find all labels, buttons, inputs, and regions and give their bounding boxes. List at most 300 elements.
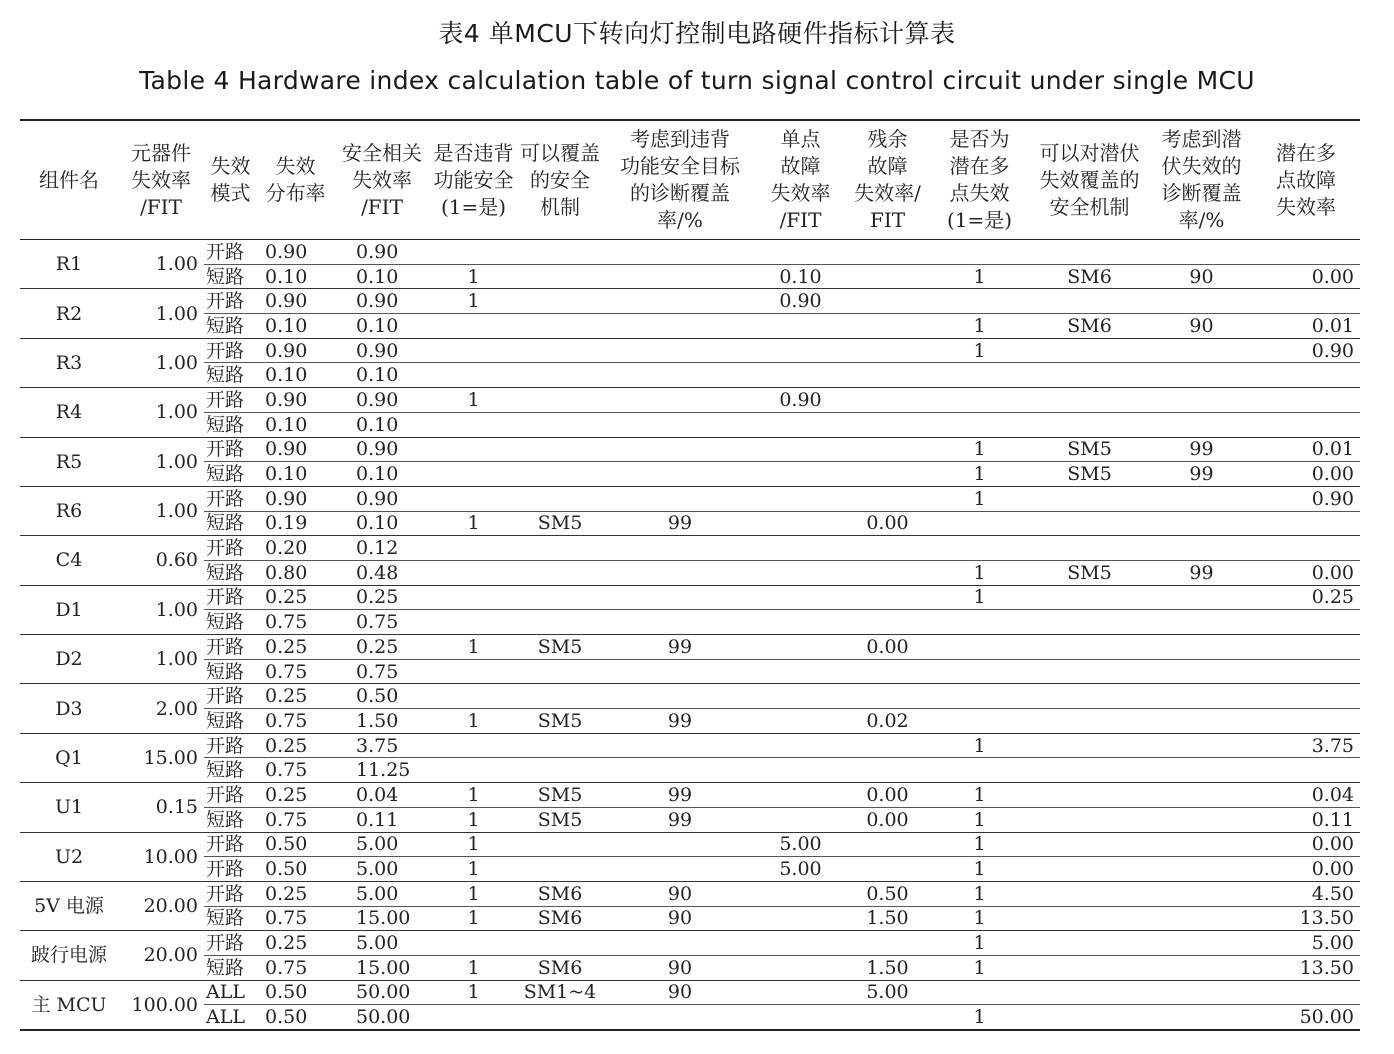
- table-row: [20, 289, 1360, 314]
- cell-coverage: [603, 264, 757, 289]
- cell-single-point: [757, 1005, 844, 1030]
- cell-residual: [844, 536, 931, 561]
- col-residual-rate: 残余 故障 失效率/ FIT: [844, 120, 931, 240]
- cell-residual: [844, 684, 931, 709]
- cell-distribution: 0.10: [257, 314, 334, 339]
- component-name: R6: [20, 486, 118, 535]
- cell-distribution: 0.10: [257, 462, 334, 487]
- cell-safety-rate: 0.75: [334, 659, 430, 684]
- cell-distribution: 0.90: [257, 338, 334, 363]
- cell-latent: 1: [931, 264, 1028, 289]
- cell-failure-mode: 短路: [204, 412, 257, 437]
- cell-residual: [844, 585, 931, 610]
- cell-failure-mode: 短路: [204, 659, 257, 684]
- cell-coverage: [603, 412, 757, 437]
- table-row: [20, 610, 1360, 635]
- cell-latent-mechanism: [1028, 783, 1151, 808]
- table-row: [20, 412, 1360, 437]
- cell-single-point: 0.90: [757, 388, 844, 413]
- cell-latent-mechanism: [1028, 733, 1151, 758]
- cell-distribution: 0.20: [257, 536, 334, 561]
- cell-latent-mechanism: [1028, 980, 1151, 1005]
- col-latent-multipoint: 是否为 潜在多 点失效 (1=是): [931, 120, 1028, 240]
- cell-distribution: 0.75: [257, 659, 334, 684]
- cell-single-point: [757, 635, 844, 660]
- cell-safety-rate: 15.00: [334, 906, 430, 931]
- component-name: D2: [20, 635, 118, 684]
- component-name: R1: [20, 240, 118, 289]
- cell-residual: [844, 314, 931, 339]
- cell-latent-coverage: [1151, 906, 1252, 931]
- table-row: [20, 807, 1360, 832]
- table-row: [20, 758, 1360, 783]
- cell-residual: [844, 363, 931, 388]
- cell-violates: [430, 314, 517, 339]
- cell-latent-mechanism: SM6: [1028, 264, 1151, 289]
- cell-residual: [844, 289, 931, 314]
- cell-mechanism: SM6: [517, 881, 603, 906]
- cell-coverage: [603, 684, 757, 709]
- cell-failure-mode: 开路: [204, 733, 257, 758]
- cell-coverage: [603, 338, 757, 363]
- cell-latent-coverage: [1151, 363, 1252, 388]
- table-row: [20, 264, 1360, 289]
- cell-violates: 1: [430, 709, 517, 734]
- cell-latent: 1: [931, 955, 1028, 980]
- cell-failure-mode: 短路: [204, 709, 257, 734]
- cell-coverage: [603, 610, 757, 635]
- cell-mechanism: [517, 832, 603, 857]
- cell-mechanism: [517, 560, 603, 585]
- cell-violates: 1: [430, 511, 517, 536]
- cell-failure-mode: 开路: [204, 486, 257, 511]
- cell-latent-coverage: [1151, 931, 1252, 956]
- cell-safety-rate: 0.50: [334, 684, 430, 709]
- cell-latent: 1: [931, 807, 1028, 832]
- cell-single-point: [757, 733, 844, 758]
- cell-coverage: 99: [603, 635, 757, 660]
- cell-violates: 1: [430, 857, 517, 882]
- cell-single-point: [757, 955, 844, 980]
- component-name: 主 MCU: [31, 993, 107, 1016]
- cell-failure-mode: 开路: [204, 388, 257, 413]
- cell-failure-mode: 开路: [204, 684, 257, 709]
- table-title-en: Table 4 Hardware index calculation table of turn signal control circuit under single MCU: [139, 66, 1255, 95]
- col-safety-mechanism: 可以覆盖 的安全 机制: [517, 120, 603, 240]
- cell-latent-coverage: [1151, 980, 1252, 1005]
- cell-failure-mode: 开路: [204, 857, 257, 882]
- cell-safety-rate: 5.00: [334, 857, 430, 882]
- cell-mechanism: [517, 363, 603, 388]
- cell-latent-rate: [1252, 709, 1360, 734]
- cell-failure-mode: 开路: [204, 635, 257, 660]
- cell-single-point: [757, 610, 844, 635]
- cell-violates: [430, 684, 517, 709]
- cell-violates: [430, 585, 517, 610]
- cell-latent-coverage: [1151, 857, 1252, 882]
- cell-distribution: 0.50: [265, 1006, 308, 1029]
- cell-failure-mode: 短路: [204, 906, 257, 931]
- cell-safety-rate: 0.10: [334, 264, 430, 289]
- cell-mechanism: SM5: [517, 635, 603, 660]
- cell-latent: 1: [931, 338, 1028, 363]
- cell-latent-rate: 0.00: [1252, 560, 1360, 585]
- cell-coverage: [603, 437, 757, 462]
- component-failure-rate: 1.00: [118, 585, 204, 634]
- cell-latent: [931, 980, 1028, 1005]
- table-row: [20, 462, 1360, 487]
- cell-latent-rate: [1252, 536, 1360, 561]
- cell-single-point: [757, 536, 844, 561]
- cell-latent-mechanism: [1028, 486, 1151, 511]
- cell-mechanism: SM5: [517, 511, 603, 536]
- cell-residual: [844, 758, 931, 783]
- table-row: [20, 560, 1360, 585]
- table-row: [20, 709, 1360, 734]
- cell-latent-mechanism: [1028, 585, 1151, 610]
- cell-violates: 1: [430, 980, 517, 1005]
- cell-latent-rate: 0.01: [1252, 314, 1360, 339]
- col-component-name: 组件名: [20, 120, 118, 240]
- cell-violates: 1: [430, 264, 517, 289]
- component-failure-rate: 1.00: [118, 338, 204, 387]
- cell-violates: 1: [430, 289, 517, 314]
- cell-latent-coverage: [1151, 709, 1252, 734]
- cell-latent-coverage: [1151, 338, 1252, 363]
- cell-latent-coverage: [1151, 684, 1252, 709]
- component-name: Q1: [20, 733, 118, 782]
- table-row: [20, 881, 1360, 906]
- cell-latent: 1: [931, 906, 1028, 931]
- cell-latent: 1: [931, 931, 1028, 956]
- cell-latent-coverage: 90: [1151, 314, 1252, 339]
- cell-failure-mode: 开路: [204, 931, 257, 956]
- table-row: [20, 635, 1360, 660]
- cell-failure-mode: 开路: [204, 585, 257, 610]
- cell-single-point: [757, 462, 844, 487]
- cell-coverage: [603, 585, 757, 610]
- cell-latent-coverage: [1151, 412, 1252, 437]
- cell-latent: 1: [931, 486, 1028, 511]
- cell-latent-mechanism: [1028, 511, 1151, 536]
- cell-violates: [430, 338, 517, 363]
- cell-latent: 1: [931, 462, 1028, 487]
- cell-residual: [844, 240, 931, 265]
- cell-latent: 1: [973, 1006, 986, 1029]
- cell-single-point: [757, 980, 844, 1005]
- cell-mechanism: SM6: [517, 906, 603, 931]
- cell-safety-rate: 0.04: [334, 783, 430, 808]
- cell-distribution: 0.25: [257, 635, 334, 660]
- col-latent-mechanism: 可以对潜伏 失效覆盖的 安全机制: [1028, 120, 1151, 240]
- cell-violates: 1: [430, 906, 517, 931]
- cell-latent-mechanism: [1028, 807, 1151, 832]
- cell-latent-coverage: 99: [1151, 560, 1252, 585]
- component-failure-rate: 1.00: [118, 289, 204, 338]
- cell-violates: [430, 931, 517, 956]
- cell-latent-rate: [1252, 412, 1360, 437]
- cell-mechanism: [517, 733, 603, 758]
- cell-single-point: [757, 338, 844, 363]
- header-row: [20, 120, 1360, 240]
- component-name: R2: [20, 289, 118, 338]
- cell-latent: 1: [931, 832, 1028, 857]
- cell-violates: [430, 733, 517, 758]
- cell-single-point: 5.00: [757, 832, 844, 857]
- cell-failure-mode: 短路: [204, 610, 257, 635]
- cell-violates: [430, 240, 517, 265]
- cell-coverage: [603, 314, 757, 339]
- cell-mechanism: [517, 486, 603, 511]
- cell-mechanism: [517, 462, 603, 487]
- cell-distribution: 0.19: [257, 511, 334, 536]
- cell-single-point: [757, 511, 844, 536]
- cell-safety-rate: 0.10: [334, 412, 430, 437]
- cell-latent-mechanism: [1028, 931, 1151, 956]
- component-name: D1: [20, 585, 118, 634]
- cell-violates: [430, 437, 517, 462]
- cell-latent-coverage: [1151, 486, 1252, 511]
- cell-mechanism: SM6: [517, 955, 603, 980]
- cell-distribution: 0.75: [257, 758, 334, 783]
- cell-latent-coverage: [1151, 659, 1252, 684]
- cell-failure-mode: 开路: [204, 832, 257, 857]
- cell-violates: 1: [430, 955, 517, 980]
- table-row: [20, 783, 1360, 808]
- cell-violates: [430, 462, 517, 487]
- cell-coverage: [603, 462, 757, 487]
- cell-latent-coverage: [1151, 758, 1252, 783]
- cell-safety-rate: 15.00: [334, 955, 430, 980]
- cell-latent: 1: [931, 881, 1028, 906]
- cell-failure-mode: 短路: [204, 462, 257, 487]
- cell-residual: 0.02: [844, 709, 931, 734]
- cell-latent-rate: [1252, 388, 1360, 413]
- cell-distribution: 0.10: [257, 264, 334, 289]
- cell-latent-mechanism: [1028, 684, 1151, 709]
- table-row: [20, 314, 1360, 339]
- cell-single-point: [757, 684, 844, 709]
- cell-latent-mechanism: [1028, 412, 1151, 437]
- cell-mechanism: [517, 240, 603, 265]
- cell-mechanism: [517, 536, 603, 561]
- component-name: R4: [20, 388, 118, 437]
- cell-failure-mode: 开路: [204, 783, 257, 808]
- table-row: [20, 437, 1360, 462]
- cell-latent: [931, 240, 1028, 265]
- table-row: [20, 1005, 1360, 1030]
- cell-latent-rate: 0.04: [1252, 783, 1360, 808]
- cell-distribution: 0.90: [257, 388, 334, 413]
- cell-distribution: 0.90: [257, 240, 334, 265]
- cell-violates: [430, 659, 517, 684]
- cell-safety-rate: 11.25: [334, 758, 430, 783]
- cell-failure-mode: 短路: [204, 560, 257, 585]
- cell-single-point: [757, 437, 844, 462]
- cell-coverage: [603, 1005, 757, 1030]
- cell-safety-rate: 50.00: [356, 1006, 411, 1029]
- cell-residual: [844, 832, 931, 857]
- cell-single-point: 0.90: [757, 289, 844, 314]
- cell-latent-coverage: 90: [1151, 264, 1252, 289]
- cell-mechanism: [517, 659, 603, 684]
- cell-failure-mode: 开路: [204, 240, 257, 265]
- cell-latent-coverage: [1151, 881, 1252, 906]
- cell-coverage: [603, 486, 757, 511]
- cell-coverage: [603, 536, 757, 561]
- cell-safety-rate: 0.90: [334, 338, 430, 363]
- cell-latent-rate: 13.50: [1252, 906, 1360, 931]
- cell-distribution: 0.75: [257, 709, 334, 734]
- cell-coverage: 99: [603, 807, 757, 832]
- col-violates-safety: 是否违背 功能安全 (1=是): [430, 120, 517, 240]
- cell-distribution: 0.90: [257, 486, 334, 511]
- cell-latent-coverage: [1151, 585, 1252, 610]
- cell-latent: 1: [931, 857, 1028, 882]
- cell-residual: 1.50: [844, 906, 931, 931]
- cell-mechanism: [517, 289, 603, 314]
- cell-latent-rate: 0.90: [1252, 486, 1360, 511]
- cell-latent: [931, 363, 1028, 388]
- cell-latent-coverage: [1151, 635, 1252, 660]
- cell-single-point: [757, 758, 844, 783]
- cell-failure-mode: 开路: [204, 881, 257, 906]
- cell-safety-rate: 0.48: [334, 560, 430, 585]
- cell-mechanism: [517, 610, 603, 635]
- cell-distribution: 0.90: [257, 289, 334, 314]
- cell-residual: [844, 931, 931, 956]
- cell-single-point: [757, 363, 844, 388]
- cell-safety-rate: 0.10: [334, 363, 430, 388]
- table-row: [20, 733, 1360, 758]
- cell-coverage: 99: [603, 783, 757, 808]
- component-name: D3: [20, 684, 118, 733]
- cell-distribution: 0.25: [257, 733, 334, 758]
- cell-residual: 0.00: [844, 635, 931, 660]
- cell-latent-rate: 0.11: [1252, 807, 1360, 832]
- component-failure-rate: 1.00: [118, 388, 204, 437]
- cell-violates: 1: [430, 807, 517, 832]
- cell-latent-rate: [1252, 758, 1360, 783]
- cell-safety-rate: 0.11: [334, 807, 430, 832]
- cell-mechanism: [517, 264, 603, 289]
- cell-distribution: 0.90: [257, 437, 334, 462]
- cell-latent-coverage: [1151, 388, 1252, 413]
- component-failure-rate: 1.00: [118, 486, 204, 535]
- cell-safety-rate: 0.90: [334, 388, 430, 413]
- cell-latent-mechanism: [1028, 881, 1151, 906]
- cell-failure-mode: ALL: [206, 1006, 245, 1029]
- component-name: R5: [20, 437, 118, 486]
- cell-latent-coverage: 99: [1151, 462, 1252, 487]
- table-row: [20, 363, 1360, 388]
- table-row: [20, 955, 1360, 980]
- cell-latent-rate: [1252, 684, 1360, 709]
- cell-violates: 1: [430, 832, 517, 857]
- cell-violates: [430, 560, 517, 585]
- cell-latent: 1: [931, 437, 1028, 462]
- cell-single-point: [757, 807, 844, 832]
- cell-latent-mechanism: [1028, 758, 1151, 783]
- cell-single-point: [757, 659, 844, 684]
- cell-safety-rate: 0.25: [334, 635, 430, 660]
- cell-latent-coverage: [1151, 783, 1252, 808]
- component-name: U2: [20, 832, 118, 881]
- cell-residual: [844, 264, 931, 289]
- cell-distribution: 0.75: [257, 906, 334, 931]
- cell-latent: [931, 388, 1028, 413]
- cell-latent-mechanism: [1028, 832, 1151, 857]
- table-row: [20, 585, 1360, 610]
- cell-safety-rate: 0.10: [334, 462, 430, 487]
- cell-latent-coverage: [1151, 536, 1252, 561]
- cell-distribution: 0.25: [257, 585, 334, 610]
- table-row: [20, 338, 1360, 363]
- cell-latent-rate: [1252, 363, 1360, 388]
- col-failure-mode: 失效 模式: [204, 120, 257, 240]
- cell-mechanism: [517, 1005, 603, 1030]
- cell-mechanism: SM1~4: [517, 980, 603, 1005]
- cell-latent: [931, 659, 1028, 684]
- cell-latent-mechanism: SM5: [1028, 437, 1151, 462]
- cell-latent-rate: 0.00: [1252, 857, 1360, 882]
- cell-single-point: [757, 931, 844, 956]
- cell-distribution: 0.25: [257, 931, 334, 956]
- cell-residual: [844, 857, 931, 882]
- component-name: 跛行电源: [20, 931, 118, 980]
- cell-latent-rate: 4.50: [1252, 881, 1360, 906]
- cell-distribution: 0.10: [257, 412, 334, 437]
- cell-failure-mode: 短路: [204, 264, 257, 289]
- cell-latent: [931, 684, 1028, 709]
- cell-failure-mode: 短路: [204, 511, 257, 536]
- cell-violates: [430, 363, 517, 388]
- component-failure-rate: 10.00: [118, 832, 204, 881]
- cell-distribution: 0.75: [257, 807, 334, 832]
- cell-safety-rate: 0.25: [334, 585, 430, 610]
- cell-residual: [844, 486, 931, 511]
- cell-distribution: 0.80: [257, 560, 334, 585]
- cell-residual: [844, 412, 931, 437]
- cell-failure-mode: 开路: [204, 437, 257, 462]
- cell-failure-mode: 开路: [204, 536, 257, 561]
- cell-latent-rate: 0.00: [1252, 264, 1360, 289]
- cell-safety-rate: 0.12: [334, 536, 430, 561]
- cell-mechanism: [517, 931, 603, 956]
- cell-latent-coverage: [1151, 289, 1252, 314]
- cell-latent-rate: 3.75: [1252, 733, 1360, 758]
- col-latent-coverage: 考虑到潜 伏失效的 诊断覆盖 率/%: [1151, 120, 1252, 240]
- cell-single-point: [757, 585, 844, 610]
- cell-mechanism: SM5: [517, 807, 603, 832]
- cell-latent-coverage: [1151, 832, 1252, 857]
- cell-safety-rate: 5.00: [334, 832, 430, 857]
- table-row: [20, 684, 1360, 709]
- table-row: [20, 906, 1360, 931]
- table-row: [20, 388, 1360, 413]
- cell-latent: 1: [931, 560, 1028, 585]
- cell-distribution: 0.50: [257, 857, 334, 882]
- cell-safety-rate: 0.75: [334, 610, 430, 635]
- cell-failure-mode: 短路: [204, 758, 257, 783]
- cell-latent-mechanism: [1028, 363, 1151, 388]
- cell-failure-mode: 短路: [204, 807, 257, 832]
- cell-latent-mechanism: [1028, 857, 1151, 882]
- cell-latent-rate: [1252, 610, 1360, 635]
- cell-latent-mechanism: [1028, 610, 1151, 635]
- cell-coverage: [603, 240, 757, 265]
- cell-latent-rate: 13.50: [1252, 955, 1360, 980]
